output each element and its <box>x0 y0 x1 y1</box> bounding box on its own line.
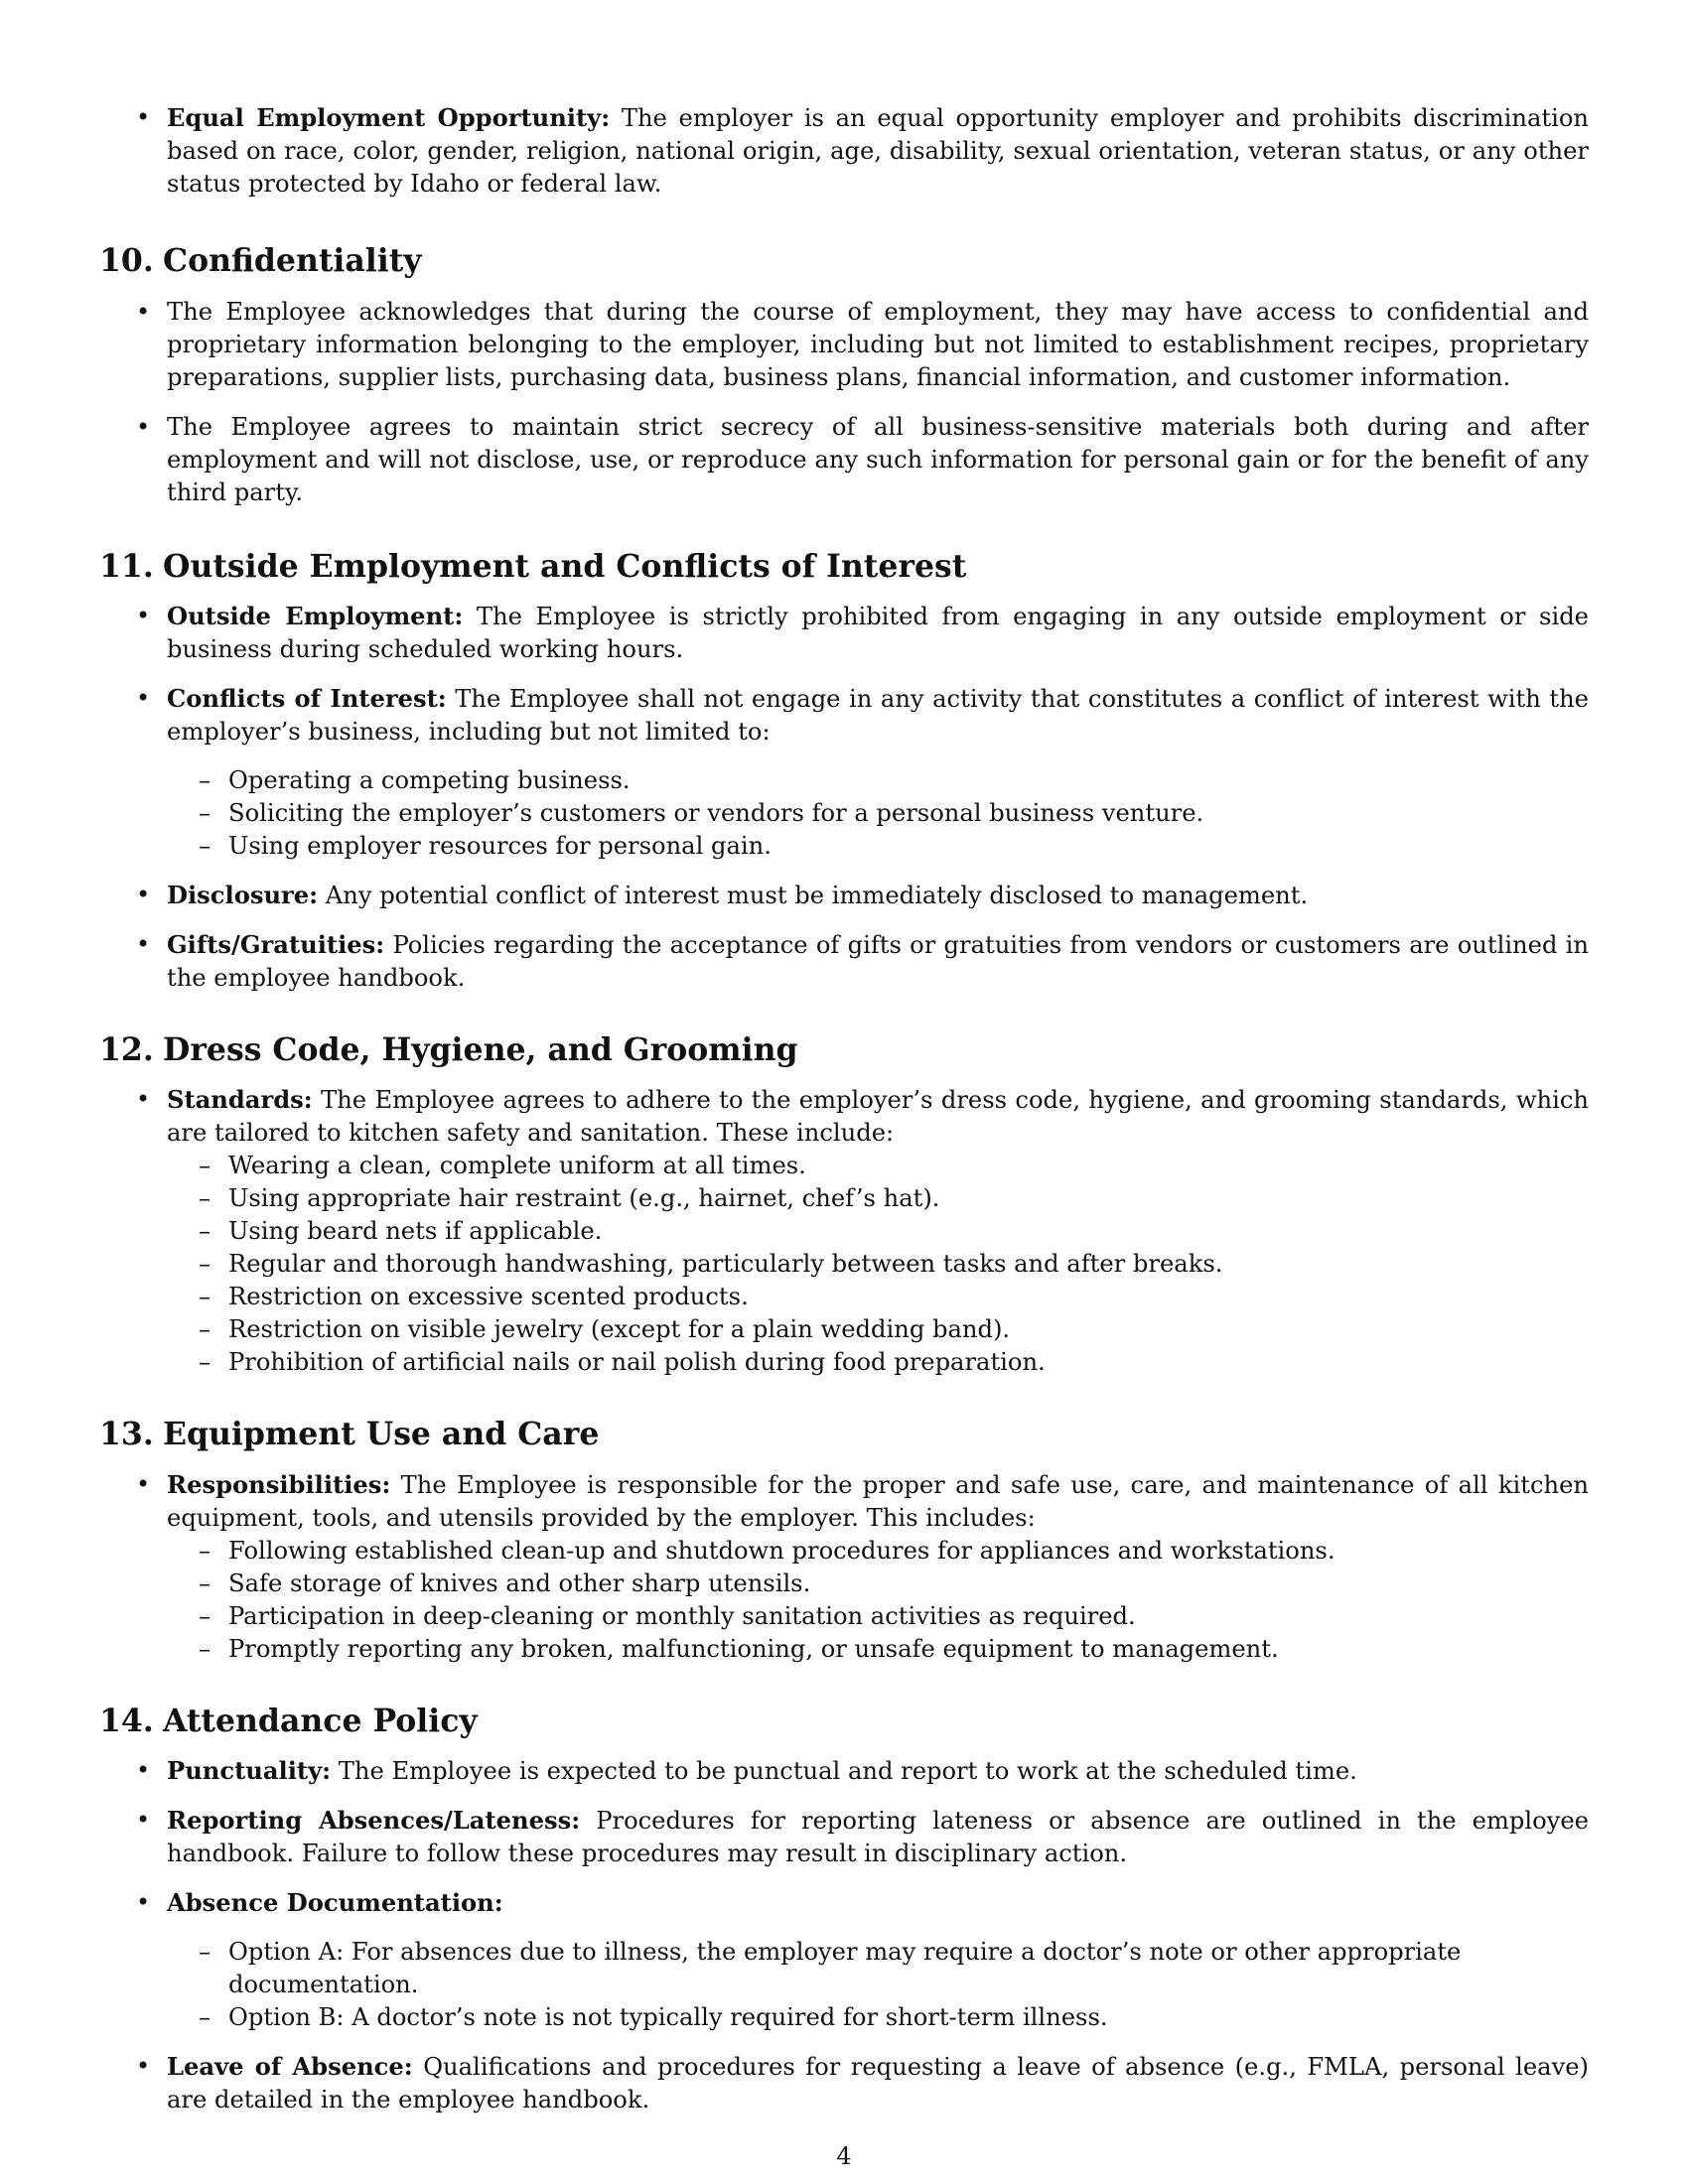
bullet-icon: • <box>136 103 151 131</box>
section-11-list <box>99 600 1589 995</box>
list-item <box>99 101 1589 201</box>
item-text: The Employee is strictly prohibited from engaging in any outside employment or side business during scheduled working hours. <box>167 602 1589 663</box>
sub-list-item: – Regular and thorough handwashing, particularly between tasks and after breaks. <box>199 1250 1223 1279</box>
page-number: 4 <box>836 2142 852 2170</box>
sub-list-item: – Promptly reporting any broken, malfunctioning, or unsafe equipment to management. <box>199 1634 1279 1663</box>
list-item <box>99 1804 1589 1870</box>
item-text: The Employee shall not engage in any activity that constitutes a conflict of interest with the employer’s business, including but not limited to: <box>167 684 1589 746</box>
section-heading-14: 14. Attendance Policy <box>99 1702 478 1739</box>
bullet-icon: • <box>136 1755 151 1784</box>
item-text: Procedures for reporting lateness or absence are outlined in the employee handbook. Failure to follow these procedures may result in disciplinary action. <box>167 1806 1589 1867</box>
sub-list-item: – Option B: A doctor’s note is not typically required for short-term illness. <box>199 2002 1108 2031</box>
item-text: The Employee agrees to maintain strict secrecy of all business-sensitive materials both during and after employment and will not disclose, use, or reproduce any such information for personal gain or for the benefit of any third party. <box>167 413 1589 507</box>
section-heading-13: 13. Equipment Use and Care <box>99 1416 600 1453</box>
document-page <box>99 87 1589 2116</box>
bullet-icon: • <box>136 1085 151 1114</box>
list-item <box>99 1468 1589 1666</box>
sub-list-item: – Following established clean-up and shutdown procedures for appliances and workstations. <box>199 1536 1336 1565</box>
item-text: Qualifications and procedures for requesting a leave of absence (e.g., FMLA, personal leave) are detailed in the employee handbook. <box>167 2052 1589 2114</box>
list-item <box>99 879 1589 912</box>
item-lead: Reporting Absences/Lateness: <box>167 1805 581 1835</box>
list-item <box>99 928 1589 995</box>
sub-list-item: – Wearing a clean, complete uniform at all times. <box>199 1152 806 1180</box>
item-lead: Punctuality: <box>167 1755 332 1785</box>
bullet-icon: • <box>136 298 151 327</box>
item-text: The Employee acknowledges that during the course of employment, they may have access to confidential and proprietary information belonging to the employer, including but not limited to establishment recipes, proprietary preparations, supplier lists, purchasing data, business plans, financial information, and customer information. <box>167 298 1589 392</box>
list-item <box>99 2050 1589 2116</box>
list-item <box>99 1754 1589 1788</box>
list-item <box>99 600 1589 666</box>
sub-list-item: – Using appropriate hair restraint (e.g., hairnet, chef’s hat). <box>199 1184 940 1213</box>
item-text: Any potential conflict of interest must be immediately disclosed to management. <box>325 881 1309 909</box>
sub-list-item: – Prohibition of artificial nails or nail polish during food preparation. <box>199 1348 1046 1377</box>
item-text: The Employee is expected to be punctual and report to work at the scheduled time. <box>338 1756 1357 1785</box>
bullet-icon: • <box>136 1887 151 1916</box>
item-lead: Conflicts of Interest: <box>167 683 447 713</box>
sub-list <box>167 1535 1589 1666</box>
item-lead: Leave of Absence: <box>167 2051 413 2081</box>
list-item <box>99 411 1589 509</box>
item-text: The Employee is responsible for the proper and safe use, care, and maintenance of all kitchen equipment, tools, and utensils provided by the employer. This includes: <box>167 1470 1589 1532</box>
sub-list <box>167 1150 1589 1379</box>
item-text: Policies regarding the acceptance of gifts or gratuities from vendors or customers are outlined in the employee handbook. <box>167 930 1589 992</box>
item-lead: Disclosure: <box>167 880 319 909</box>
sub-list <box>167 1936 1589 2034</box>
section-10-list <box>99 296 1589 509</box>
section-heading-10: 10. Confidentiality <box>99 242 422 279</box>
section-13-list <box>99 1468 1589 1666</box>
bullet-icon: • <box>136 683 151 712</box>
sub-list-item: – Safe storage of knives and other sharp utensils. <box>199 1569 811 1597</box>
item-lead: Equal Employment Opportunity: <box>167 103 611 132</box>
bullet-icon: • <box>136 601 151 629</box>
item-lead: Absence Documentation: <box>167 1887 503 1917</box>
list-item <box>99 682 1589 863</box>
item-lead: Outside Employment: <box>167 601 464 630</box>
sub-list-item: – Option A: For absences due to illness, the employer may require a doctor’s note or other appropriate documentation. <box>199 1937 1462 1998</box>
item-text: The employer is an equal opportunity employer and prohibits discrimination based on race, color, gender, religion, national origin, age, disability, sexual orientation, veteran status, or any other status protected by Idaho or federal law. <box>167 104 1589 198</box>
item-lead: Responsibilities: <box>167 1469 391 1499</box>
item-lead: Gifts/Gratuities: <box>167 929 385 959</box>
bullet-icon: • <box>136 929 151 958</box>
intro-list <box>99 101 1589 201</box>
sub-list-item: – Soliciting the employer’s customers or vendors for a personal business venture. <box>199 798 1204 827</box>
list-item <box>99 296 1589 394</box>
bullet-icon: • <box>136 413 151 442</box>
section-heading-12: 12. Dress Code, Hygiene, and Grooming <box>99 1030 798 1068</box>
section-12-list <box>99 1083 1589 1379</box>
sub-list-item: – Restriction on visible jewelry (except for a plain wedding band). <box>199 1315 1011 1344</box>
bullet-icon: • <box>136 880 151 908</box>
sub-list-item: – Using employer resources for personal gain. <box>199 831 772 860</box>
list-item <box>99 1886 1589 2034</box>
list-item <box>99 1083 1589 1379</box>
sub-list-item: – Restriction on excessive scented products. <box>199 1283 749 1311</box>
bullet-icon: • <box>136 1805 151 1834</box>
item-text: The Employee agrees to adhere to the employer’s dress code, hygiene, and grooming standards, which are tailored to kitchen safety and sanitation. These include: <box>167 1086 1589 1148</box>
sub-list-item: – Using beard nets if applicable. <box>199 1217 603 1246</box>
bullet-icon: • <box>136 1469 151 1498</box>
item-lead: Standards: <box>167 1085 313 1115</box>
section-heading-11: 11. Outside Employment and Conflicts of Interest <box>99 548 967 586</box>
sub-list-item: – Participation in deep-cleaning or monthly sanitation activities as required. <box>199 1601 1136 1630</box>
bullet-icon: • <box>136 2051 151 2080</box>
sub-list-item: – Operating a competing business. <box>199 765 631 794</box>
section-14-list <box>99 1754 1589 2116</box>
sub-list <box>99 764 1589 863</box>
